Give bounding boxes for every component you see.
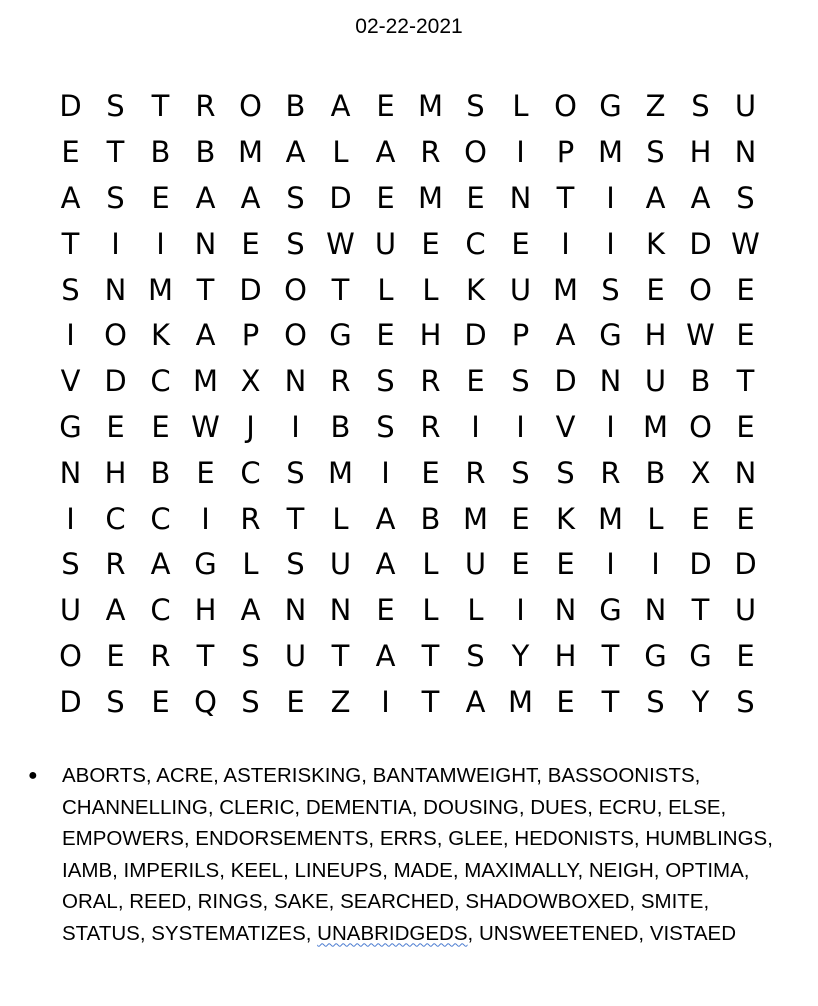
grid-row: [48, 176, 768, 222]
grid-cell: E: [376, 593, 395, 628]
grid-cell: O: [554, 89, 577, 124]
grid-cell: N: [734, 135, 757, 170]
grid-cell: L: [422, 272, 439, 307]
grid-cell: M: [192, 364, 219, 399]
grid-cell: T: [556, 180, 575, 215]
grid-cell: N: [644, 593, 667, 628]
word-list-item: STATUS: [62, 921, 140, 945]
word-list-item: DEMENTIA: [305, 795, 412, 819]
grid-cell: I: [606, 409, 615, 444]
grid-cell: K: [465, 272, 486, 307]
grid-cell: C: [105, 501, 126, 536]
grid-cell: H: [419, 318, 442, 353]
word-list-item: ENDORSEMENTS: [195, 827, 369, 850]
grid-cell: L: [332, 135, 349, 170]
grid-cell: T: [691, 593, 710, 628]
grid-cell: U: [734, 593, 757, 628]
grid-cell: O: [59, 638, 82, 673]
grid-cell: A: [555, 318, 576, 353]
grid-cell: U: [734, 89, 757, 124]
grid-cell: D: [59, 89, 82, 124]
grid-cell: R: [420, 364, 441, 399]
grid-cell: E: [106, 638, 125, 673]
word-list-item: ABORTS: [62, 764, 146, 787]
grid-cell: E: [736, 272, 755, 307]
grid-cell: S: [286, 455, 305, 490]
grid-cell: U: [509, 272, 532, 307]
grid-cell: G: [329, 318, 352, 353]
puzzle-date: 02-22-2021: [355, 15, 463, 38]
grid-cell: R: [420, 409, 441, 444]
grid-cell: U: [464, 547, 487, 582]
grid-cell: I: [66, 318, 75, 353]
grid-cell: M: [417, 180, 444, 215]
grid-cell: E: [736, 318, 755, 353]
grid-row: [48, 634, 768, 680]
grid-cell: A: [105, 593, 126, 628]
grid-cell: G: [644, 638, 667, 673]
grid-cell: S: [646, 684, 665, 719]
grid-cell: R: [420, 135, 441, 170]
grid-cell: B: [150, 135, 171, 170]
grid-cell: I: [516, 409, 525, 444]
grid-cell: T: [421, 684, 440, 719]
word-list: [28, 760, 788, 949]
grid-cell: O: [239, 89, 262, 124]
grid-cell: S: [106, 89, 125, 124]
grid-cell: M: [147, 272, 174, 307]
grid-cell: E: [466, 180, 485, 215]
word-list-item: REED: [129, 890, 187, 913]
grid-cell: S: [61, 272, 80, 307]
grid-cell: C: [150, 364, 171, 399]
grid-cell: S: [61, 547, 80, 582]
grid-row: [48, 542, 768, 588]
grid-row: [48, 450, 768, 496]
grid-cell: A: [285, 135, 306, 170]
grid-cell: L: [422, 593, 439, 628]
grid-cell: W: [731, 226, 760, 261]
grid-cell: B: [195, 135, 216, 170]
word-list-item: SMITE: [640, 890, 704, 913]
word-list-item: KEEL: [230, 858, 284, 882]
grid-cell: M: [597, 135, 624, 170]
grid-cell: R: [330, 364, 351, 399]
grid-cell: M: [507, 684, 534, 719]
word-list-item: GLEE: [448, 827, 503, 850]
grid-cell: I: [606, 180, 615, 215]
word-list-item: UNSWEETENED: [478, 921, 639, 945]
grid-cell: E: [736, 501, 755, 536]
grid-cell: G: [59, 409, 82, 444]
grid-cell: S: [556, 455, 575, 490]
word-list-item: ASTERISKING: [223, 764, 362, 787]
grid-cell: M: [417, 89, 444, 124]
grid-cell: O: [689, 272, 712, 307]
word-list-item: OPTIMA: [665, 858, 744, 882]
grid-cell: R: [465, 455, 486, 490]
grid-cell: T: [106, 135, 125, 170]
grid-cell: S: [286, 226, 305, 261]
grid-cell: A: [645, 180, 666, 215]
grid-cell: M: [597, 501, 624, 536]
word-list-item: ORAL: [62, 890, 118, 913]
grid-cell: S: [106, 180, 125, 215]
grid-cell: M: [237, 135, 264, 170]
grid-cell: M: [642, 409, 669, 444]
grid-cell: W: [191, 409, 220, 444]
word-list-item: SAKE: [273, 890, 329, 913]
grid-cell: E: [691, 501, 710, 536]
grid-cell: I: [381, 684, 390, 719]
word-list-item: RINGS: [197, 890, 263, 913]
grid-cell: B: [150, 455, 171, 490]
grid-cell: N: [284, 593, 307, 628]
grid-cell: S: [646, 135, 665, 170]
grid-cell: A: [195, 318, 216, 353]
grid-cell: X: [240, 364, 261, 399]
grid-cell: K: [555, 501, 576, 536]
grid-cell: H: [104, 455, 127, 490]
grid-cell: A: [690, 180, 711, 215]
grid-cell: H: [644, 318, 667, 353]
grid-cell: D: [689, 547, 712, 582]
grid-cell: H: [194, 593, 217, 628]
grid-cell: U: [329, 547, 352, 582]
grid-cell: N: [599, 364, 622, 399]
word-list-item: MAXIMALLY: [464, 858, 578, 882]
grid-cell: W: [686, 318, 715, 353]
word-list-item: EMPOWERS: [62, 827, 184, 850]
grid-cell: A: [375, 638, 396, 673]
grid-cell: H: [554, 638, 577, 673]
grid-cell: S: [106, 684, 125, 719]
grid-cell: U: [644, 364, 667, 399]
grid-cell: E: [241, 226, 260, 261]
grid-cell: T: [196, 638, 215, 673]
grid-cell: K: [645, 226, 666, 261]
grid-cell: S: [736, 180, 755, 215]
grid-cell: I: [651, 547, 660, 582]
grid-cell: D: [554, 364, 577, 399]
grid-row: [48, 359, 768, 405]
grid-cell: X: [690, 455, 711, 490]
grid-cell: N: [104, 272, 127, 307]
grid-cell: G: [599, 318, 622, 353]
word-list-item: UNABRIDGEDS: [317, 921, 468, 945]
grid-cell: T: [331, 638, 350, 673]
grid-cell: M: [327, 455, 354, 490]
grid-cell: E: [376, 180, 395, 215]
word-list-item: IMPERILS: [123, 858, 220, 882]
grid-cell: Z: [645, 89, 666, 124]
grid-cell: G: [599, 89, 622, 124]
word-list-item: DUES: [530, 795, 588, 819]
word-list-item: HEDONISTS: [514, 827, 634, 850]
word-list-item: LINEUPS: [294, 858, 383, 882]
grid-cell: I: [291, 409, 300, 444]
word-list-item: MADE: [393, 858, 453, 882]
word-list-item: ACRE: [156, 764, 214, 787]
grid-cell: E: [421, 455, 440, 490]
grid-cell: L: [647, 501, 664, 536]
grid-cell: I: [606, 226, 615, 261]
grid-cell: O: [464, 135, 487, 170]
word-list-item: ERRS: [379, 827, 437, 850]
grid-cell: T: [196, 272, 215, 307]
grid-row: [48, 267, 768, 313]
grid-cell: O: [284, 318, 307, 353]
grid-cell: D: [464, 318, 487, 353]
grid-cell: P: [241, 318, 260, 353]
word-list-item: VISTAED: [649, 921, 737, 945]
grid-cell: E: [376, 318, 395, 353]
grid-cell: I: [156, 226, 165, 261]
grid-cell: R: [105, 547, 126, 582]
grid-cell: K: [150, 318, 171, 353]
grid-cell: G: [689, 638, 712, 673]
grid-cell: E: [376, 89, 395, 124]
word-list-item: ELSE: [668, 795, 721, 819]
grid-cell: P: [511, 318, 530, 353]
word-list-item: DOUSING: [423, 795, 519, 819]
grid-cell: I: [471, 409, 480, 444]
grid-cell: I: [111, 226, 120, 261]
word-search-grid: [48, 84, 768, 725]
grid-cell: A: [240, 593, 261, 628]
grid-cell: R: [195, 89, 216, 124]
grid-cell: U: [284, 638, 307, 673]
grid-cell: G: [194, 547, 217, 582]
grid-cell: I: [516, 135, 525, 170]
grid-cell: N: [734, 455, 757, 490]
grid-cell: E: [151, 684, 170, 719]
grid-cell: O: [104, 318, 127, 353]
grid-row: [48, 496, 768, 542]
word-list-item: CLERIC: [219, 795, 295, 819]
grid-cell: H: [689, 135, 712, 170]
grid-cell: T: [421, 638, 440, 673]
grid-cell: E: [736, 409, 755, 444]
grid-cell: I: [561, 226, 570, 261]
grid-cell: C: [150, 593, 171, 628]
grid-cell: T: [151, 89, 170, 124]
grid-cell: L: [242, 547, 259, 582]
grid-cell: D: [689, 226, 712, 261]
grid-cell: B: [285, 89, 306, 124]
grid-cell: T: [736, 364, 755, 399]
grid-cell: B: [645, 455, 666, 490]
grid-cell: E: [61, 135, 80, 170]
grid-cell: Y: [691, 684, 710, 719]
word-list-item: IAMB: [62, 858, 113, 882]
grid-cell: L: [467, 593, 484, 628]
grid-cell: C: [150, 501, 171, 536]
grid-cell: N: [284, 364, 307, 399]
grid-cell: Z: [330, 684, 351, 719]
grid-cell: N: [194, 226, 217, 261]
grid-cell: A: [195, 180, 216, 215]
grid-cell: C: [240, 455, 261, 490]
grid-cell: D: [59, 684, 82, 719]
grid-cell: N: [59, 455, 82, 490]
word-list-item: BASSOONISTS: [547, 764, 695, 787]
grid-cell: E: [151, 180, 170, 215]
grid-cell: E: [511, 226, 530, 261]
grid-cell: S: [286, 180, 305, 215]
grid-cell: E: [556, 684, 575, 719]
grid-cell: Y: [511, 638, 530, 673]
bullet-icon: ●: [28, 767, 38, 784]
grid-cell: S: [466, 638, 485, 673]
grid-cell: I: [381, 455, 390, 490]
grid-cell: P: [556, 135, 575, 170]
word-list-item: NEIGH: [588, 858, 654, 882]
grid-cell: S: [736, 684, 755, 719]
grid-cell: M: [552, 272, 579, 307]
grid-cell: S: [466, 89, 485, 124]
grid-cell: I: [201, 501, 210, 536]
grid-cell: N: [554, 593, 577, 628]
grid-cell: A: [330, 89, 351, 124]
grid-cell: L: [332, 501, 349, 536]
grid-cell: A: [240, 180, 261, 215]
grid-row: [48, 405, 768, 451]
grid-cell: A: [150, 547, 171, 582]
grid-cell: I: [606, 547, 615, 582]
grid-cell: A: [375, 501, 396, 536]
grid-cell: O: [284, 272, 307, 307]
grid-cell: R: [240, 501, 261, 536]
grid-cell: A: [375, 135, 396, 170]
grid-cell: S: [511, 455, 530, 490]
grid-row: [48, 588, 768, 634]
grid-cell: S: [376, 409, 395, 444]
grid-cell: E: [106, 409, 125, 444]
grid-cell: S: [511, 364, 530, 399]
grid-cell: E: [511, 501, 530, 536]
grid-cell: E: [421, 226, 440, 261]
word-list-item: SEARCHED: [340, 890, 454, 913]
grid-cell: E: [556, 547, 575, 582]
grid-cell: R: [150, 638, 171, 673]
grid-cell: E: [646, 272, 665, 307]
grid-cell: A: [60, 180, 81, 215]
grid-cell: L: [377, 272, 394, 307]
grid-cell: V: [555, 409, 576, 444]
grid-cell: E: [286, 684, 305, 719]
word-list-items: ABORTS, ACRE, ASTERISKING, BANTAMWEIGHT, BASSOONISTS, CHANNELLING, CLERIC, DEMENTIA, DOUSING, DUES, ECRU, ELSE, EMPOWERS, ENDORSEMENTS, ERRS, GLEE, HEDONISTS, HUMBLINGS, IAMB, IMPERILS, KEEL, LINEUPS, MADE, MAXIMALLY, NEIGH, OPTIMA, ORAL, REED, RINGS, SAKE, SEARCHED, SHADOWBOXED, SMITE, STATUS, SYSTEMATIZES, UNABRIDGEDS, UNSWEETENED, VISTAED: [62, 764, 773, 945]
grid-cell: S: [691, 89, 710, 124]
grid-row: [48, 130, 768, 176]
grid-cell: N: [329, 593, 352, 628]
grid-cell: S: [376, 364, 395, 399]
word-list-item: CHANNELLING: [62, 795, 208, 819]
grid-cell: B: [420, 501, 441, 536]
grid-cell: D: [239, 272, 262, 307]
grid-cell: S: [241, 638, 260, 673]
grid-row: [48, 679, 768, 725]
grid-cell: T: [601, 684, 620, 719]
grid-cell: Q: [194, 684, 217, 719]
grid-cell: E: [196, 455, 215, 490]
grid-cell: R: [600, 455, 621, 490]
grid-cell: U: [59, 593, 82, 628]
grid-cell: I: [66, 501, 75, 536]
word-list-item: SHADOWBOXED: [465, 890, 630, 913]
grid-cell: L: [422, 547, 439, 582]
grid-cell: D: [734, 547, 757, 582]
grid-row: [48, 313, 768, 359]
grid-cell: T: [286, 501, 305, 536]
grid-cell: D: [104, 364, 127, 399]
grid-cell: E: [151, 409, 170, 444]
grid-cell: W: [326, 226, 355, 261]
grid-cell: C: [465, 226, 486, 261]
word-list-item: BANTAMWEIGHT: [372, 764, 537, 787]
grid-cell: A: [465, 684, 486, 719]
grid-cell: N: [509, 180, 532, 215]
word-list-item: SYSTEMATIZES: [151, 921, 306, 945]
grid-cell: O: [689, 409, 712, 444]
grid-cell: E: [736, 638, 755, 673]
grid-cell: B: [690, 364, 711, 399]
word-list-item: ECRU: [598, 795, 657, 819]
grid-cell: B: [330, 409, 351, 444]
grid-cell: A: [375, 547, 396, 582]
grid-row: [48, 84, 768, 130]
grid-cell: V: [60, 364, 81, 399]
word-list-item: HUMBLINGS: [645, 827, 768, 850]
grid-cell: T: [331, 272, 350, 307]
grid-cell: D: [329, 180, 352, 215]
grid-cell: I: [516, 593, 525, 628]
grid-cell: M: [462, 501, 489, 536]
grid-row: [48, 221, 768, 267]
grid-cell: S: [601, 272, 620, 307]
grid-cell: S: [241, 684, 260, 719]
grid-cell: G: [599, 593, 622, 628]
grid-cell: J: [246, 409, 255, 444]
grid-cell: L: [512, 89, 529, 124]
grid-cell: S: [286, 547, 305, 582]
grid-cell: U: [374, 226, 397, 261]
grid-cell: T: [601, 638, 620, 673]
grid-cell: T: [61, 226, 80, 261]
grid-cell: E: [466, 364, 485, 399]
grid-cell: E: [511, 547, 530, 582]
